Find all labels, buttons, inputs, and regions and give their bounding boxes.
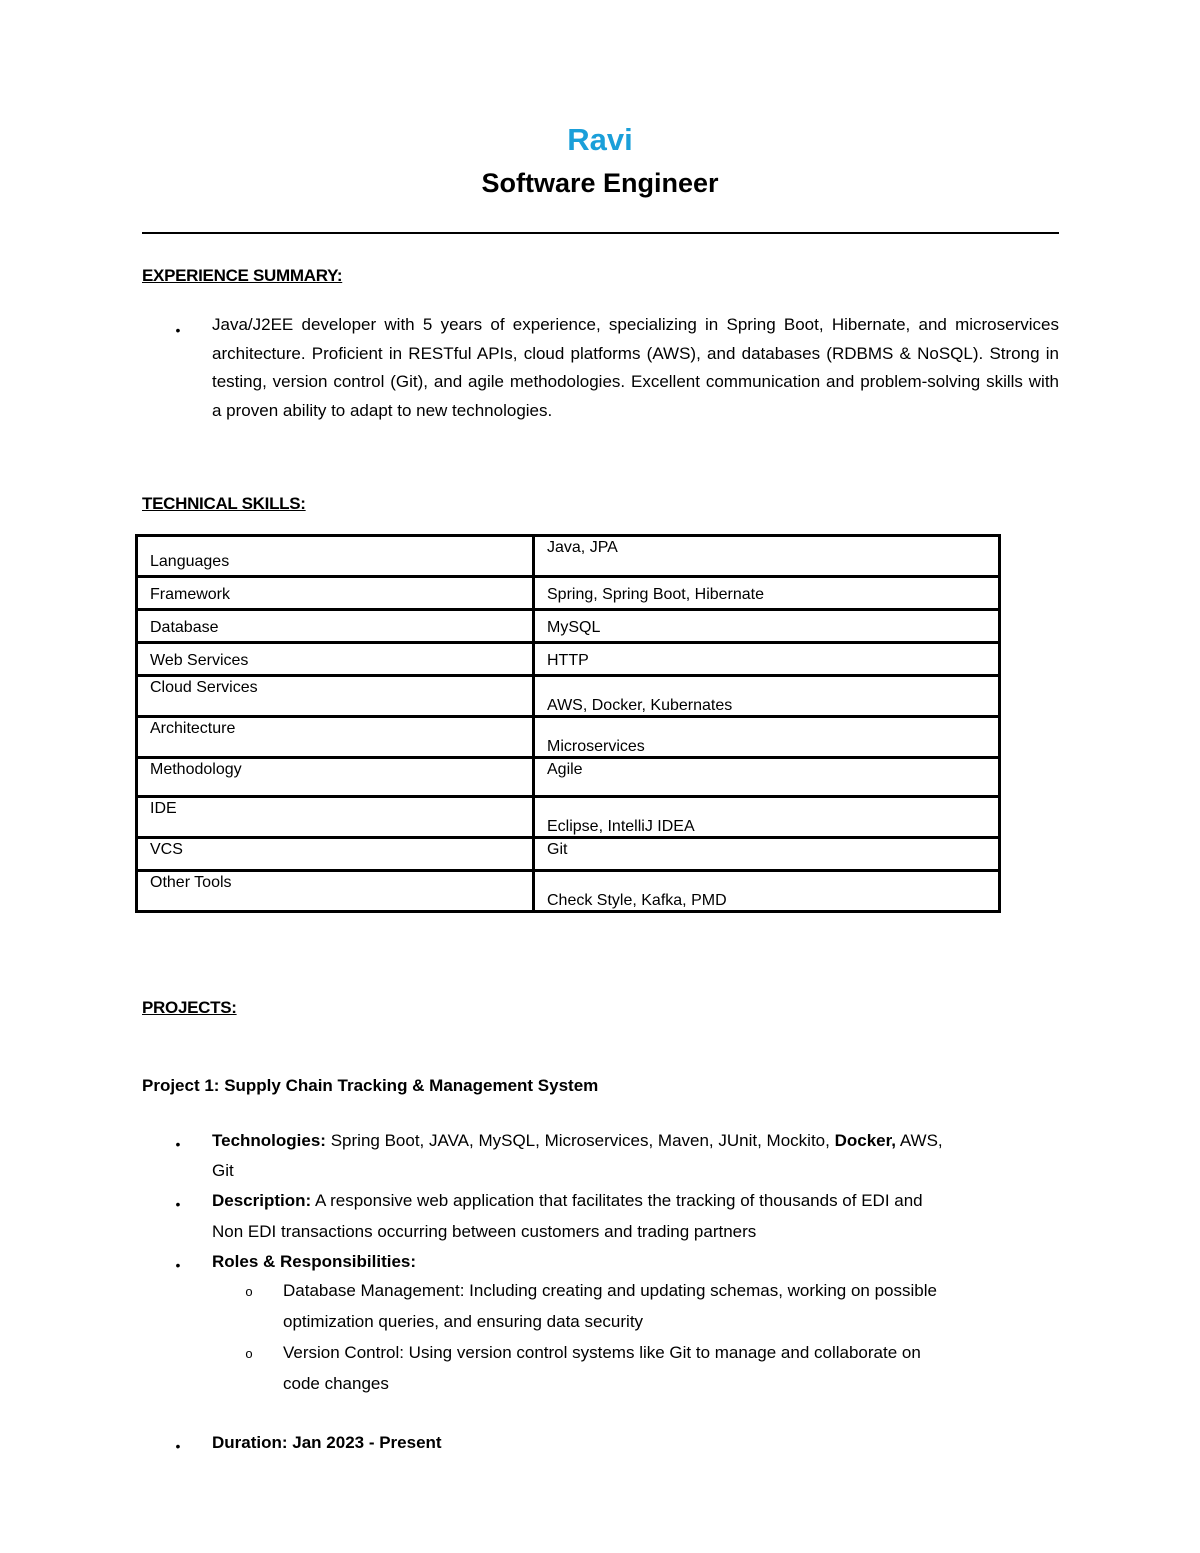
table-row — [137, 676, 1000, 717]
project-technologies: Technologies: Spring Boot, JAVA, MySQL, Microservices, Maven, JUnit, Mockito, Docker, AWS, — [212, 1131, 943, 1150]
table-row — [137, 536, 1000, 577]
skill-label: Architecture — [150, 720, 236, 737]
skill-label: Cloud Services — [150, 679, 258, 696]
experience-summary-text: Java/J2EE developer with 5 years of experience, specializing in Spring Boot, Hibernate, and microservices architecture. Proficient in RESTful APIs, cloud platforms (AWS), and databases (RDBMS & NoSQL). Strong in testing, version control (Git), and agile methodologies. Excellent communication and problem-solving skills with a proven ability to adapt to new technologies. — [212, 315, 1059, 421]
table-row — [137, 610, 1000, 643]
table-row — [137, 871, 1000, 912]
table-row — [137, 577, 1000, 610]
table-row — [137, 797, 1000, 838]
skill-label: Web Services — [150, 652, 249, 669]
project-duration: Duration: Jan 2023 - Present — [212, 1433, 442, 1452]
skill-value: Spring, Spring Boot, Hibernate — [547, 586, 765, 603]
skill-value: Agile — [547, 761, 583, 778]
skill-label: IDE — [150, 800, 177, 817]
skills-table — [135, 534, 1001, 913]
projects-heading: PROJECTS: — [142, 998, 237, 1017]
project-description: Description: A responsive web application that facilitates the tracking of thousands of EDI and — [212, 1191, 923, 1210]
skill-value: Java, JPA — [547, 539, 618, 556]
skill-value: HTTP — [547, 652, 589, 669]
skill-value: AWS, Docker, Kubernates — [547, 697, 733, 714]
project-title: Project 1: Supply Chain Tracking & Management System — [142, 1076, 599, 1095]
role-item-database-cont: optimization queries, and ensuring data security — [283, 1312, 644, 1331]
sub-bullet-icon: o — [245, 1284, 253, 1299]
bullet-icon: • — [175, 1136, 181, 1152]
bullet-icon: • — [175, 1257, 181, 1273]
sub-bullet-icon: o — [245, 1346, 253, 1361]
skill-label: Languages — [150, 553, 230, 570]
project-description-cont: Non EDI transactions occurring between customers and trading partners — [212, 1222, 757, 1241]
bullet-icon: • — [175, 1438, 181, 1454]
skills-heading: TECHNICAL SKILLS: — [142, 494, 306, 513]
project-roles-label: Roles & Responsibilities: — [212, 1252, 417, 1271]
skill-label: Methodology — [150, 761, 242, 778]
role-item-version-control-cont: code changes — [283, 1374, 389, 1393]
role-item-version-control: Version Control: Using version control systems like Git to manage and collaborate on — [283, 1343, 921, 1362]
skill-label: Framework — [150, 586, 231, 603]
skill-label: Other Tools — [150, 874, 232, 891]
candidate-name: Ravi — [567, 122, 633, 157]
project-technologies-cont: Git — [212, 1161, 234, 1180]
experience-heading: EXPERIENCE SUMMARY: — [142, 266, 343, 285]
table-row — [137, 643, 1000, 676]
skill-value: Microservices — [547, 738, 645, 755]
skill-value: MySQL — [547, 619, 601, 636]
skill-label: VCS — [150, 841, 183, 858]
role-item-database: Database Management: Including creating and updating schemas, working on possible — [283, 1281, 937, 1300]
skill-label: Database — [150, 619, 219, 636]
skill-value: Eclipse, IntelliJ IDEA — [547, 818, 695, 835]
table-row — [137, 838, 1000, 871]
skill-value: Check Style, Kafka, PMD — [547, 892, 727, 909]
bullet-icon: • — [175, 1196, 181, 1212]
skill-value: Git — [547, 841, 568, 858]
table-row — [137, 717, 1000, 758]
table-row — [137, 758, 1000, 797]
candidate-title: Software Engineer — [481, 168, 719, 198]
bullet-icon: • — [175, 322, 181, 338]
header-divider — [142, 232, 1059, 234]
